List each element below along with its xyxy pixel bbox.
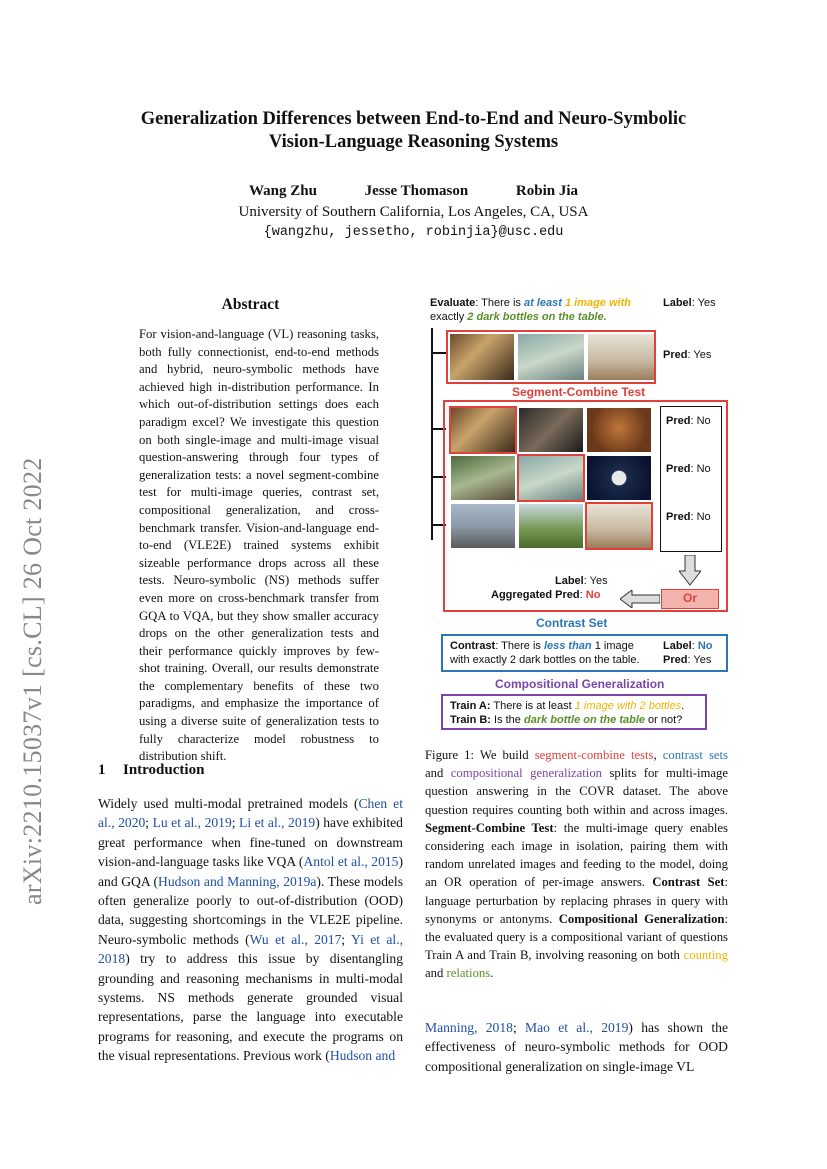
author-3: Robin Jia — [515, 183, 579, 199]
section-number: 1 — [98, 762, 106, 778]
left-arrow-icon — [620, 590, 660, 608]
citation-link[interactable]: Lu et al., 2019 — [152, 815, 232, 831]
intro-paragraph-right: Manning, 2018; Mao et al., 2019) has shown the effectiveness of neuro-symbolic methods for OOD compositional generalization on single-image VL — [425, 1020, 728, 1074]
citation-link[interactable]: Hudson and — [329, 1048, 396, 1064]
image-thumbnail — [587, 504, 651, 548]
pred-row-2: Pred: No — [666, 463, 711, 475]
citation-link[interactable]: Wu et al., 2017 — [249, 931, 342, 947]
citation-link[interactable]: Manning, 2018 — [425, 1020, 513, 1035]
section-title: Introduction — [123, 762, 205, 778]
compositional-box: Train A: There is at least 1 image with 2 bottles. Train B: Is the dark bottle on the table or not? — [441, 694, 707, 730]
author-1: Wang Zhu — [248, 183, 317, 199]
evaluate-image-group — [446, 330, 656, 384]
contrast-set-title: Contrast Set — [536, 616, 608, 630]
image-thumbnail — [519, 456, 583, 500]
or-operation-box: Or — [661, 589, 719, 609]
abstract-text: For vision-and-language (VL) reasoning tasks, both fully connectionist, end-to-end methods and hybrid, neuro-symbolic methods have achieved high in-distribution performance. In which out-of-distribution settings does each paradigm excel? We investigate this question on both single-image and multi-image visual question-answering through four types of generalization tests: a novel segment-combine test for multi-image queries, contrast set, compositional generalization, and cross-benchmark transfer. Vision-and-language end-to-end (VLE2E) trained systems exhibit sizeable performance drops across all these tests. Neuro-symbolic (NS) methods suffer even more on cross-benchmark transfer from GQA to VQA, but they show smaller accuracy drops on the other generalization tests and their performance quickly improves by few-shot training. Overall, our results demonstrate the complementary benefits of these two paradigms, and emphasize the importance of using a diverse suite of generalization tests to fully characterize model robustness to distribution shift. — [139, 327, 379, 764]
citation-link[interactable]: Hudson and Manning, 2019a — [158, 873, 317, 889]
image-thumbnail — [451, 456, 515, 500]
paper-title — [0, 108, 827, 154]
title-line-2: Vision-Language Reasoning Systems — [268, 132, 559, 152]
figure-1 — [420, 290, 730, 730]
author-2: Jesse Thomason — [364, 183, 469, 199]
contrast-set-box: Contrast: There is less than 1 image with exactly 2 dark bottles on the table. Label: No Pred: Yes — [441, 634, 728, 672]
figure-caption: Figure 1: We build segment-combine tests, contrast sets and compositional generalization splits for multi-image question answering in the COVR dataset. The above question requires counting both within and across images. Segment-Combine Test: the multi-image query enables considering each image in isolation, pairing them with random unrelated images and feeding to the model, doing an OR operation of per-image answers. Contrast Set: language perturbation by replacing phrases in query with synonyms or antonyms. Compositional Generalization: the evaluated query is a compositional variant of questions Train A and Train B, involving reasoning on both counting and relations. — [425, 748, 729, 981]
image-thumbnail — [519, 408, 583, 452]
evaluate-query: Evaluate: There is at least 1 image with exactly 2 dark bottles on the table. — [430, 297, 631, 323]
affiliation: University of Southern California, Los Angeles, CA, USA — [238, 204, 589, 220]
citation-link[interactable]: Yi et al., 2018 — [98, 931, 403, 967]
evaluate-label: Label: Yes — [663, 297, 716, 309]
citation-link[interactable]: Antol et al., 2015 — [303, 854, 399, 870]
image-thumbnail — [450, 334, 514, 380]
arxiv-stamp: arXiv:2210.15037v1 [cs.CL] 26 Oct 2022 — [18, 457, 47, 905]
citation-link[interactable]: Mao et al., 2019 — [525, 1020, 629, 1035]
title-line-1: Generalization Differences between End-to-End and Neuro-Symbolic — [140, 109, 687, 129]
pred-row-1: Pred: No — [666, 415, 711, 427]
evaluate-pred: Pred: Yes — [663, 349, 712, 361]
pred-row-3: Pred: No — [666, 511, 711, 523]
image-thumbnail — [587, 408, 651, 452]
image-thumbnail — [451, 504, 515, 548]
image-thumbnail — [518, 334, 584, 380]
citation-link[interactable]: Chen et al., 2020 — [98, 796, 403, 831]
section-heading-introduction — [98, 762, 204, 779]
image-thumbnail — [519, 504, 583, 548]
aggregated-label: Label: Yes — [555, 575, 608, 587]
image-thumbnail — [588, 334, 654, 380]
intro-paragraph-left: Widely used multi-modal pretrained models (Chen et al., 2020; Lu et al., 2019; Li et al., 2019) have exhibited great performance when fine-tuned on downstream vision-and-language tasks like VQA (Antol et al., 2015) and GQA (Hudson and Manning, 2019a). These models often generalize poorly to out-of-distribution (OOD) data, suggesting shortcomings in the VLE2E pipeline. Neuro-symbolic methods (Wu et al., 2017; Yi et al., 2018) try to address this issue by disentangling grounding and reasoning mechanisms in multi-modal systems. NS methods generate grounded visual representations, parse the language into executable programs for reasoning, and execute the programs on the visual representations. Previous work (Hudson and — [98, 796, 403, 1064]
down-arrow-icon — [679, 555, 701, 587]
image-thumbnail — [587, 456, 651, 500]
author-emails: {wangzhu, jessetho, robinjia}@usc.edu — [263, 225, 564, 240]
aggregated-pred: Aggregated Pred: No — [491, 589, 601, 601]
citation-link[interactable]: Li et al., 2019 — [239, 815, 316, 831]
image-thumbnail — [451, 408, 515, 452]
segment-combine-title: Segment-Combine Test — [512, 385, 646, 399]
author-list — [0, 183, 827, 200]
compositional-title: Compositional Generalization — [495, 677, 665, 691]
abstract-heading: Abstract — [221, 296, 280, 313]
segment-combine-box — [443, 400, 728, 612]
